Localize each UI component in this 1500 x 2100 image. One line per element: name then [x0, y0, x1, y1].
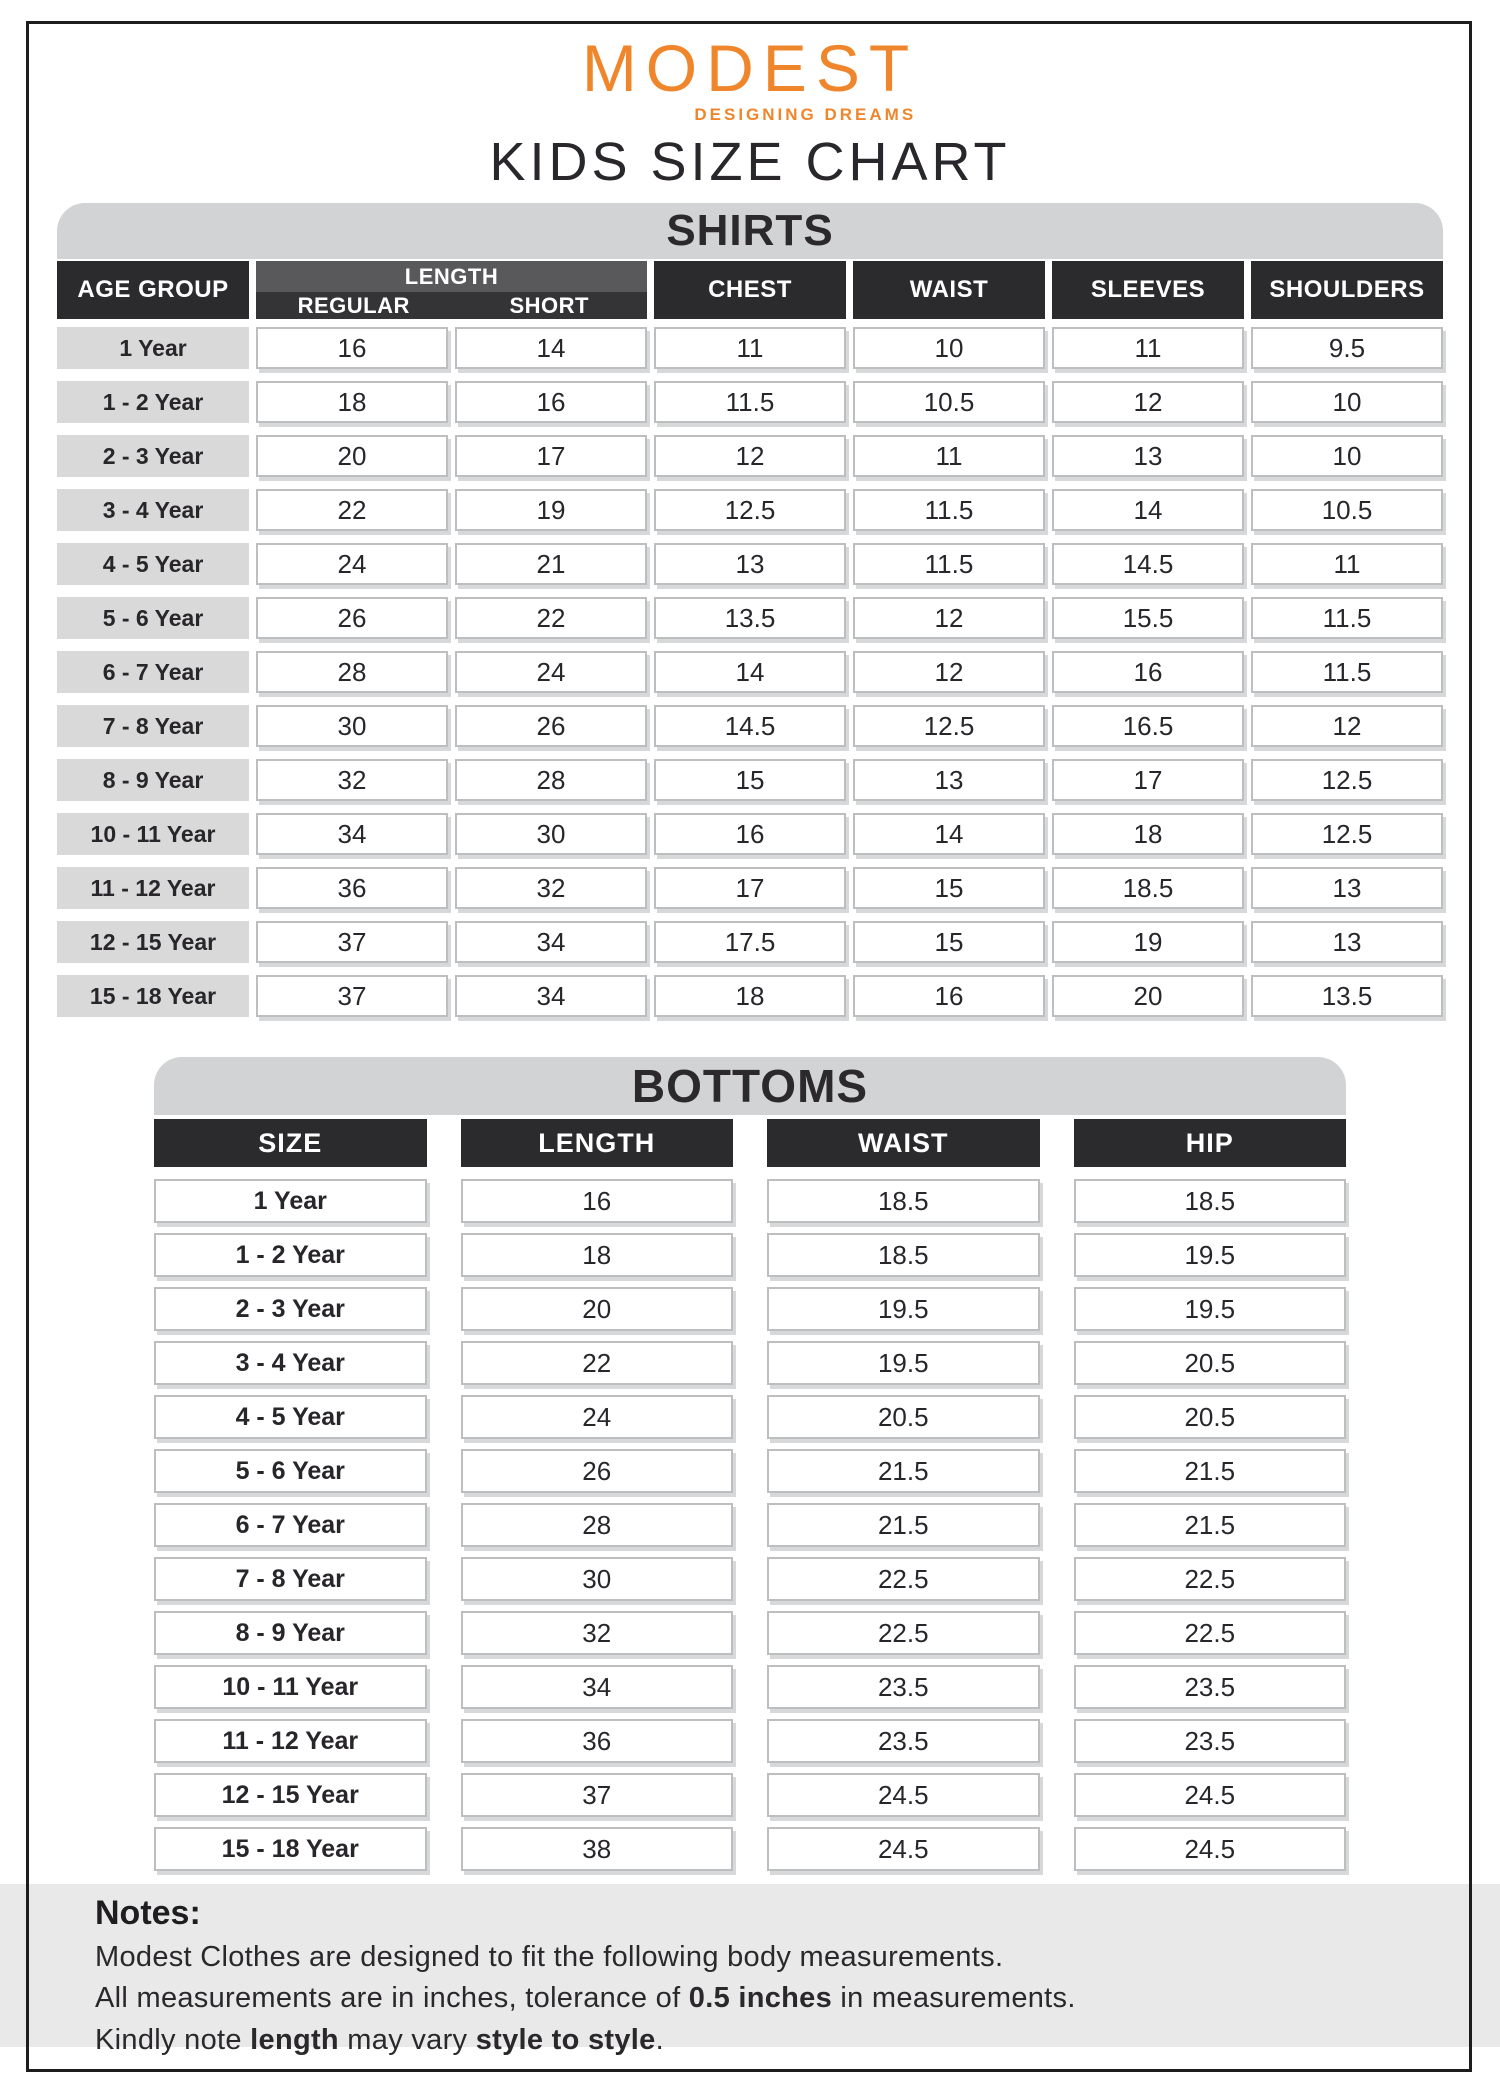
col-header-short: SHORT [509, 292, 589, 318]
table-row [57, 543, 1443, 585]
waist-cell: 11.5 [853, 543, 1045, 585]
age-cell: 15 - 18 Year [57, 975, 249, 1017]
col-header-length-bottoms: LENGTH [461, 1119, 734, 1167]
brand-tagline: DESIGNING DREAMS [694, 105, 917, 125]
table-row [57, 597, 1443, 639]
length-cell: 16 [461, 1179, 734, 1223]
chest-cell: 14 [654, 651, 846, 693]
size-cell: 5 - 6 Year [154, 1449, 427, 1493]
length-cell: 32 [461, 1611, 734, 1655]
hip-cell: 22.5 [1074, 1557, 1347, 1601]
length-cell: 34 [461, 1665, 734, 1709]
size-cell: 1 Year [154, 1179, 427, 1223]
table-row [57, 381, 1443, 423]
shoulders-cell: 13 [1251, 867, 1443, 909]
table-row [57, 327, 1443, 369]
size-cell: 7 - 8 Year [154, 1557, 427, 1601]
table-row [154, 1665, 1346, 1709]
short-cell: 24 [455, 651, 647, 693]
waist-cell: 23.5 [767, 1665, 1040, 1709]
regular-cell: 20 [256, 435, 448, 477]
waist-cell: 19.5 [767, 1341, 1040, 1385]
short-cell: 26 [455, 705, 647, 747]
waist-cell: 13 [853, 759, 1045, 801]
notes-line-3-bold-style: style to style [475, 2023, 656, 2056]
short-cell: 22 [455, 597, 647, 639]
waist-cell: 19.5 [767, 1287, 1040, 1331]
bottoms-banner [154, 1057, 1346, 1115]
length-cell: 28 [461, 1503, 734, 1547]
notes-line-2 [95, 1982, 1440, 2015]
age-cell: 5 - 6 Year [57, 597, 249, 639]
chest-cell: 17.5 [654, 921, 846, 963]
notes-line-3-mid: may vary [338, 2023, 476, 2056]
sleeves-cell: 14 [1052, 489, 1244, 531]
length-cell: 18 [461, 1233, 734, 1277]
regular-cell: 28 [256, 651, 448, 693]
table-row [57, 435, 1443, 477]
waist-cell: 24.5 [767, 1773, 1040, 1817]
col-header-hip: HIP [1074, 1119, 1347, 1167]
bottoms-rows [154, 1179, 1346, 1871]
waist-cell: 18.5 [767, 1233, 1040, 1277]
age-cell: 3 - 4 Year [57, 489, 249, 531]
notes-line-3 [95, 2024, 1440, 2057]
regular-cell: 26 [256, 597, 448, 639]
age-cell: 10 - 11 Year [57, 813, 249, 855]
sleeves-cell: 11 [1052, 327, 1244, 369]
waist-cell: 22.5 [767, 1557, 1040, 1601]
col-header-size: SIZE [154, 1119, 427, 1167]
waist-cell: 12 [853, 651, 1045, 693]
hip-cell: 22.5 [1074, 1611, 1347, 1655]
waist-cell: 15 [853, 921, 1045, 963]
brand-header [0, 0, 1500, 193]
hip-cell: 18.5 [1074, 1179, 1347, 1223]
length-cell: 26 [461, 1449, 734, 1493]
short-cell: 14 [455, 327, 647, 369]
regular-cell: 37 [256, 921, 448, 963]
col-header-chest: CHEST [654, 261, 846, 319]
regular-cell: 22 [256, 489, 448, 531]
col-header-waist: WAIST [853, 261, 1045, 319]
age-cell: 4 - 5 Year [57, 543, 249, 585]
sleeves-cell: 14.5 [1052, 543, 1244, 585]
table-row [57, 489, 1443, 531]
col-header-length-group [256, 261, 647, 319]
shirts-title: SHIRTS [666, 206, 834, 256]
shoulders-cell: 12.5 [1251, 759, 1443, 801]
waist-cell: 10 [853, 327, 1045, 369]
notes-line-2-post: in measurements. [832, 1982, 1076, 2015]
age-cell: 8 - 9 Year [57, 759, 249, 801]
notes-title: Notes: [95, 1894, 201, 1932]
waist-cell: 15 [853, 867, 1045, 909]
table-row [154, 1503, 1346, 1547]
bottoms-header-row [154, 1119, 1346, 1167]
size-cell: 12 - 15 Year [154, 1773, 427, 1817]
waist-cell: 21.5 [767, 1449, 1040, 1493]
regular-cell: 30 [256, 705, 448, 747]
length-cell: 37 [461, 1773, 734, 1817]
waist-cell: 24.5 [767, 1827, 1040, 1871]
shoulders-cell: 12.5 [1251, 813, 1443, 855]
size-cell: 15 - 18 Year [154, 1827, 427, 1871]
length-cell: 36 [461, 1719, 734, 1763]
table-row [154, 1719, 1346, 1763]
brand-name: MODEST [581, 31, 919, 105]
hip-cell: 24.5 [1074, 1827, 1347, 1871]
size-cell: 1 - 2 Year [154, 1233, 427, 1277]
col-header-shoulders: SHOULDERS [1251, 261, 1443, 319]
notes-line-1 [95, 1941, 1440, 1974]
hip-cell: 23.5 [1074, 1665, 1347, 1709]
length-subheaders [256, 292, 647, 319]
chest-cell: 17 [654, 867, 846, 909]
regular-cell: 18 [256, 381, 448, 423]
short-cell: 30 [455, 813, 647, 855]
age-cell: 11 - 12 Year [57, 867, 249, 909]
age-cell: 6 - 7 Year [57, 651, 249, 693]
short-cell: 19 [455, 489, 647, 531]
age-cell: 2 - 3 Year [57, 435, 249, 477]
short-cell: 28 [455, 759, 647, 801]
chest-cell: 18 [654, 975, 846, 1017]
length-cell: 22 [461, 1341, 734, 1385]
table-row [57, 975, 1443, 1017]
waist-cell: 11.5 [853, 489, 1045, 531]
hip-cell: 20.5 [1074, 1341, 1347, 1385]
table-row [154, 1341, 1346, 1385]
notes-line-1-text: Modest Clothes are designed to fit the following body measurements. [95, 1941, 1004, 1974]
table-row [57, 867, 1443, 909]
regular-cell: 16 [256, 327, 448, 369]
col-header-age-group: AGE GROUP [57, 261, 249, 319]
size-cell: 2 - 3 Year [154, 1287, 427, 1331]
col-header-waist-bottoms: WAIST [767, 1119, 1040, 1167]
sleeves-cell: 16.5 [1052, 705, 1244, 747]
shirts-rows [57, 327, 1443, 1017]
waist-cell: 22.5 [767, 1611, 1040, 1655]
chest-cell: 12 [654, 435, 846, 477]
sleeves-cell: 20 [1052, 975, 1244, 1017]
col-header-length: LENGTH [256, 261, 647, 292]
notes-line-3-post: . [655, 2023, 664, 2056]
short-cell: 34 [455, 975, 647, 1017]
regular-cell: 36 [256, 867, 448, 909]
table-row [154, 1395, 1346, 1439]
regular-cell: 37 [256, 975, 448, 1017]
waist-cell: 20.5 [767, 1395, 1040, 1439]
age-cell: 1 Year [57, 327, 249, 369]
size-cell: 3 - 4 Year [154, 1341, 427, 1385]
age-cell: 1 - 2 Year [57, 381, 249, 423]
hip-cell: 19.5 [1074, 1287, 1347, 1331]
hip-cell: 21.5 [1074, 1449, 1347, 1493]
chest-cell: 11 [654, 327, 846, 369]
shoulders-cell: 13.5 [1251, 975, 1443, 1017]
hip-cell: 24.5 [1074, 1773, 1347, 1817]
waist-cell: 12 [853, 597, 1045, 639]
table-row [57, 705, 1443, 747]
notes-line-3-pre: Kindly note [95, 2023, 251, 2056]
bottoms-section [154, 1057, 1346, 1871]
short-cell: 16 [455, 381, 647, 423]
shoulders-cell: 10.5 [1251, 489, 1443, 531]
age-cell: 7 - 8 Year [57, 705, 249, 747]
sleeves-cell: 13 [1052, 435, 1244, 477]
table-row [57, 813, 1443, 855]
shoulders-cell: 12 [1251, 705, 1443, 747]
page-title: KIDS SIZE CHART [489, 132, 1011, 193]
size-cell: 11 - 12 Year [154, 1719, 427, 1763]
hip-cell: 19.5 [1074, 1233, 1347, 1277]
chest-cell: 13.5 [654, 597, 846, 639]
table-row [154, 1179, 1346, 1223]
notes-line-3-bold-length: length [250, 2023, 339, 2056]
table-row [154, 1449, 1346, 1493]
table-row [57, 651, 1443, 693]
shoulders-cell: 10 [1251, 435, 1443, 477]
shirts-section [57, 203, 1443, 1017]
chest-cell: 14.5 [654, 705, 846, 747]
size-cell: 4 - 5 Year [154, 1395, 427, 1439]
short-cell: 32 [455, 867, 647, 909]
sleeves-cell: 18.5 [1052, 867, 1244, 909]
waist-cell: 11 [853, 435, 1045, 477]
hip-cell: 20.5 [1074, 1395, 1347, 1439]
shirts-banner [57, 203, 1443, 259]
regular-cell: 32 [256, 759, 448, 801]
short-cell: 21 [455, 543, 647, 585]
chest-cell: 13 [654, 543, 846, 585]
sleeves-cell: 12 [1052, 381, 1244, 423]
shoulders-cell: 11 [1251, 543, 1443, 585]
shoulders-cell: 9.5 [1251, 327, 1443, 369]
regular-cell: 24 [256, 543, 448, 585]
size-cell: 6 - 7 Year [154, 1503, 427, 1547]
short-cell: 34 [455, 921, 647, 963]
waist-cell: 21.5 [767, 1503, 1040, 1547]
brand-logo [581, 31, 919, 125]
length-cell: 20 [461, 1287, 734, 1331]
chest-cell: 15 [654, 759, 846, 801]
sleeves-cell: 19 [1052, 921, 1244, 963]
shoulders-cell: 11.5 [1251, 597, 1443, 639]
table-row [154, 1233, 1346, 1277]
sleeves-cell: 16 [1052, 651, 1244, 693]
short-cell: 17 [455, 435, 647, 477]
waist-cell: 14 [853, 813, 1045, 855]
shoulders-cell: 13 [1251, 921, 1443, 963]
table-row [154, 1827, 1346, 1871]
table-row [154, 1287, 1346, 1331]
shirts-header-row [57, 261, 1443, 319]
sleeves-cell: 17 [1052, 759, 1244, 801]
hip-cell: 23.5 [1074, 1719, 1347, 1763]
size-cell: 10 - 11 Year [154, 1665, 427, 1709]
col-header-sleeves: SLEEVES [1052, 261, 1244, 319]
length-cell: 24 [461, 1395, 734, 1439]
size-cell: 8 - 9 Year [154, 1611, 427, 1655]
chest-cell: 12.5 [654, 489, 846, 531]
chest-cell: 11.5 [654, 381, 846, 423]
waist-cell: 23.5 [767, 1719, 1040, 1763]
table-row [57, 759, 1443, 801]
length-cell: 30 [461, 1557, 734, 1601]
shoulders-cell: 11.5 [1251, 651, 1443, 693]
waist-cell: 12.5 [853, 705, 1045, 747]
hip-cell: 21.5 [1074, 1503, 1347, 1547]
table-row [57, 921, 1443, 963]
shoulders-cell: 10 [1251, 381, 1443, 423]
regular-cell: 34 [256, 813, 448, 855]
sleeves-cell: 15.5 [1052, 597, 1244, 639]
table-row [154, 1557, 1346, 1601]
table-row [154, 1773, 1346, 1817]
bottoms-title: BOTTOMS [631, 1060, 869, 1113]
length-cell: 38 [461, 1827, 734, 1871]
chest-cell: 16 [654, 813, 846, 855]
notes-line-2-bold: 0.5 inches [688, 1982, 833, 2015]
table-row [154, 1611, 1346, 1655]
notes-section [0, 1884, 1500, 2056]
notes-line-2-pre: All measurements are in inches, tolerance of [95, 1982, 689, 2015]
waist-cell: 18.5 [767, 1179, 1040, 1223]
sleeves-cell: 18 [1052, 813, 1244, 855]
col-header-regular: REGULAR [297, 292, 410, 318]
waist-cell: 10.5 [853, 381, 1045, 423]
waist-cell: 16 [853, 975, 1045, 1017]
age-cell: 12 - 15 Year [57, 921, 249, 963]
